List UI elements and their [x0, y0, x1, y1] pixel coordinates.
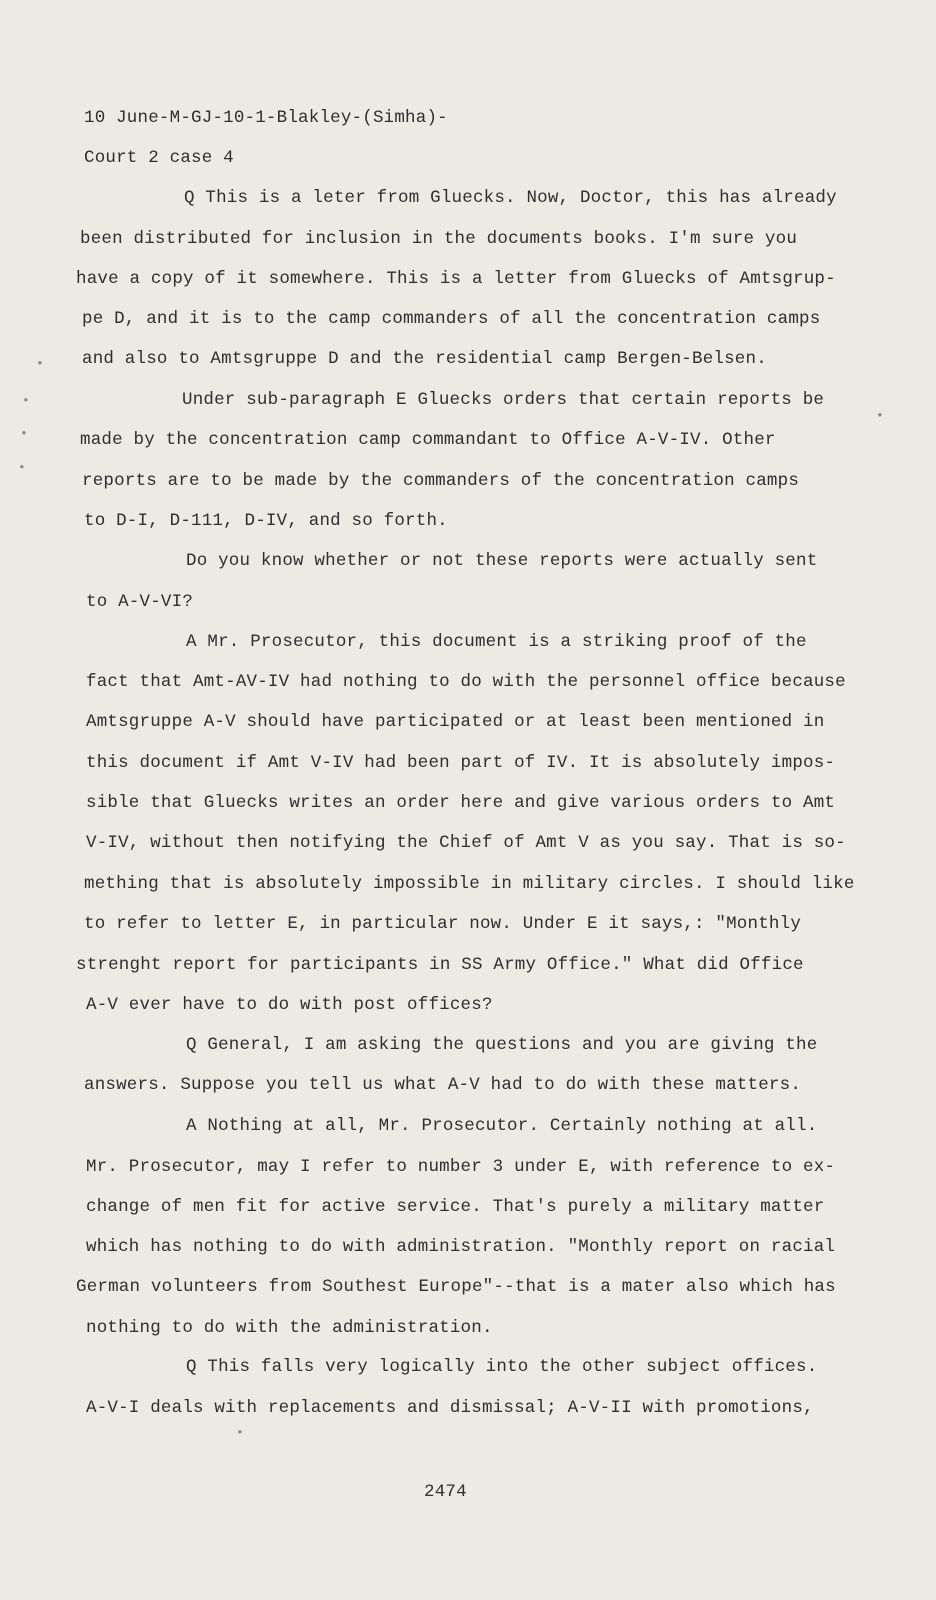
text-line: Q This is a leter from Gluecks. Now, Doctor, this has already	[184, 188, 837, 208]
text-line: pe D, and it is to the camp commanders of all the concentration camps	[82, 309, 821, 329]
text-line: A-V-I deals with replacements and dismissal; A-V-II with promotions,	[86, 1398, 814, 1418]
text-line: Q This falls very logically into the other subject offices.	[186, 1357, 818, 1377]
text-line: Mr. Prosecutor, may I refer to number 3 under E, with reference to ex-	[86, 1157, 836, 1177]
text-line: and also to Amtsgruppe D and the residential camp Bergen-Belsen.	[82, 349, 767, 369]
text-line: V-IV, without then notifying the Chief of Amt V as you say. That is so-	[86, 833, 846, 853]
header-line-2: Court 2 case 4	[84, 148, 234, 168]
text-line: been distributed for inclusion in the documents books. I'm sure you	[80, 229, 798, 249]
text-line: sible that Gluecks writes an order here and give various orders to Amt	[86, 793, 836, 813]
text-line: answers. Suppose you tell us what A-V had to do with these matters.	[84, 1075, 802, 1095]
text-line: mething that is absolutely impossible in military circles. I should like	[84, 874, 855, 894]
text-line: to A-V-VI?	[86, 592, 194, 612]
text-line: Do you know whether or not these reports were actually sent	[186, 551, 818, 571]
margin-mark-dot: •	[22, 393, 31, 408]
text-line: this document if Amt V-IV had been part of IV. It is absolutely impos-	[86, 753, 836, 773]
text-line: nothing to do with the administration.	[86, 1318, 493, 1338]
text-line: fact that Amt-AV-IV had nothing to do with the personnel office because	[86, 672, 846, 692]
text-line: Amtsgruppe A-V should have participated or at least been mentioned in	[86, 712, 825, 732]
speck-dot: •	[876, 408, 885, 423]
text-line: strenght report for participants in SS Army Office." What did Office	[76, 955, 804, 975]
text-line: made by the concentration camp commandant to Office A-V-IV. Other	[80, 430, 776, 450]
text-line: to D-I, D-111, D-IV, and so forth.	[84, 511, 448, 531]
text-line: have a copy of it somewhere. This is a letter from Gluecks of Amtsgrup-	[76, 269, 836, 289]
text-line: reports are to be made by the commanders of the concentration camps	[82, 471, 800, 491]
text-line: to refer to letter E, in particular now. Under E it says,: "Monthly	[84, 914, 802, 934]
text-line: Q General, I am asking the questions and you are giving the	[186, 1035, 818, 1055]
text-line: A-V ever have to do with post offices?	[86, 995, 493, 1015]
speck-dot: •	[236, 1425, 245, 1440]
margin-mark-dot: •	[18, 460, 27, 475]
margin-mark-dot: •	[20, 426, 29, 441]
header-line-1: 10 June-M-GJ-10-1-Blakley-(Simha)-	[84, 108, 448, 128]
text-line: Under sub-paragraph E Gluecks orders that certain reports be	[182, 390, 825, 410]
text-line: change of men fit for active service. That's purely a military matter	[86, 1197, 825, 1217]
page-number: 2474	[424, 1482, 467, 1502]
margin-mark-dot: •	[36, 356, 45, 371]
text-line: German volunteers from Southest Europe"--that is a mater also which has	[76, 1277, 836, 1297]
text-line: A Mr. Prosecutor, this document is a striking proof of the	[186, 632, 807, 652]
text-line: which has nothing to do with administration. "Monthly report on racial	[86, 1237, 836, 1257]
text-line: A Nothing at all, Mr. Prosecutor. Certainly nothing at all.	[186, 1116, 818, 1136]
